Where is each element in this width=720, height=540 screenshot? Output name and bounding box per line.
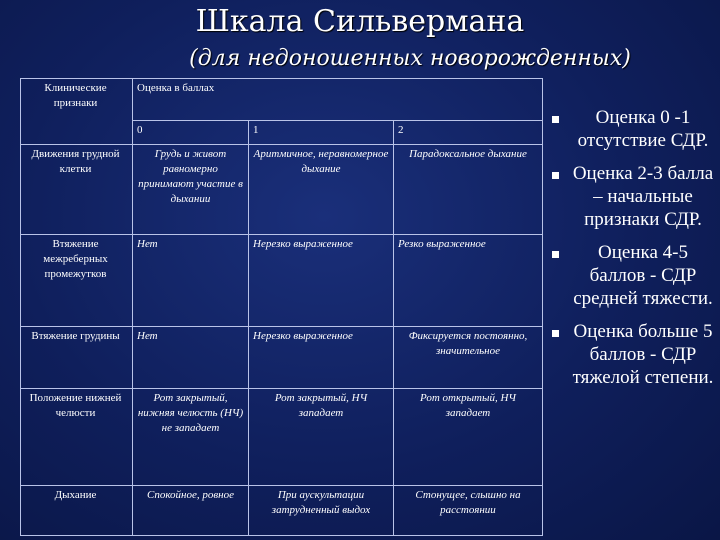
cell: Спокойное, ровное: [133, 486, 249, 536]
row-label: Положение нижней челюсти: [21, 389, 133, 486]
cell: Парадоксальное дыхание: [394, 145, 543, 235]
cell: Аритмичное, неравномерное дыхание: [249, 145, 394, 235]
bullet-square-icon: [552, 251, 559, 258]
bullet-square-icon: [552, 172, 559, 179]
row-label: Втяжение грудины: [21, 327, 133, 389]
cell: Рот закрытый, НЧ западает: [249, 389, 394, 486]
cell: Стонущее, слышно на расстоянии: [394, 486, 543, 536]
slide-subtitle: (для недоношенных новорожденных): [189, 46, 631, 71]
score-2: 2: [394, 121, 543, 145]
cell: При аускультации затрудненный выдох: [249, 486, 394, 536]
silverman-table: [20, 78, 543, 536]
score-1: 1: [249, 121, 394, 145]
list-item: Оценка 4-5 баллов - СДР средней тяжести.: [548, 241, 718, 310]
cell: Рот открытый, НЧ западает: [394, 389, 543, 486]
row-label: Дыхание: [21, 486, 133, 536]
cell: Рот закрытый, нижняя челюсть (НЧ) не западает: [133, 389, 249, 486]
cell: Резко выраженное: [394, 235, 543, 327]
cell: Нерезко выраженное: [249, 235, 394, 327]
bullet-square-icon: [552, 116, 559, 123]
bullet-square-icon: [552, 330, 559, 337]
table-row: [21, 327, 543, 389]
clinical-signs-header: Клинические признаки: [21, 79, 133, 145]
table-row: [21, 235, 543, 327]
list-item: Оценка 2-3 балла – начальные признаки СДР.: [548, 162, 718, 231]
slide-title: Шкала Сильвермана: [195, 4, 525, 39]
score-0: 0: [133, 121, 249, 145]
cell: Нет: [133, 235, 249, 327]
cell: Фиксируется постоянно, значительное: [394, 327, 543, 389]
row-label: Движения грудной клетки: [21, 145, 133, 235]
score-header: Оценка в баллах: [133, 79, 543, 121]
cell: Нет: [133, 327, 249, 389]
row-label: Втяжение межреберных промежутков: [21, 235, 133, 327]
list-item: Оценка больше 5 баллов - СДР тяжелой степени.: [548, 320, 718, 389]
table-row: [21, 486, 543, 536]
table-row: [21, 145, 543, 235]
score-notes: [548, 106, 718, 389]
cell: Грудь и живот равномерно принимают участие в дыхании: [133, 145, 249, 235]
list-item: Оценка 0 -1 отсутствие СДР.: [548, 106, 718, 152]
cell: Нерезко выраженное: [249, 327, 394, 389]
table-row: [21, 389, 543, 486]
